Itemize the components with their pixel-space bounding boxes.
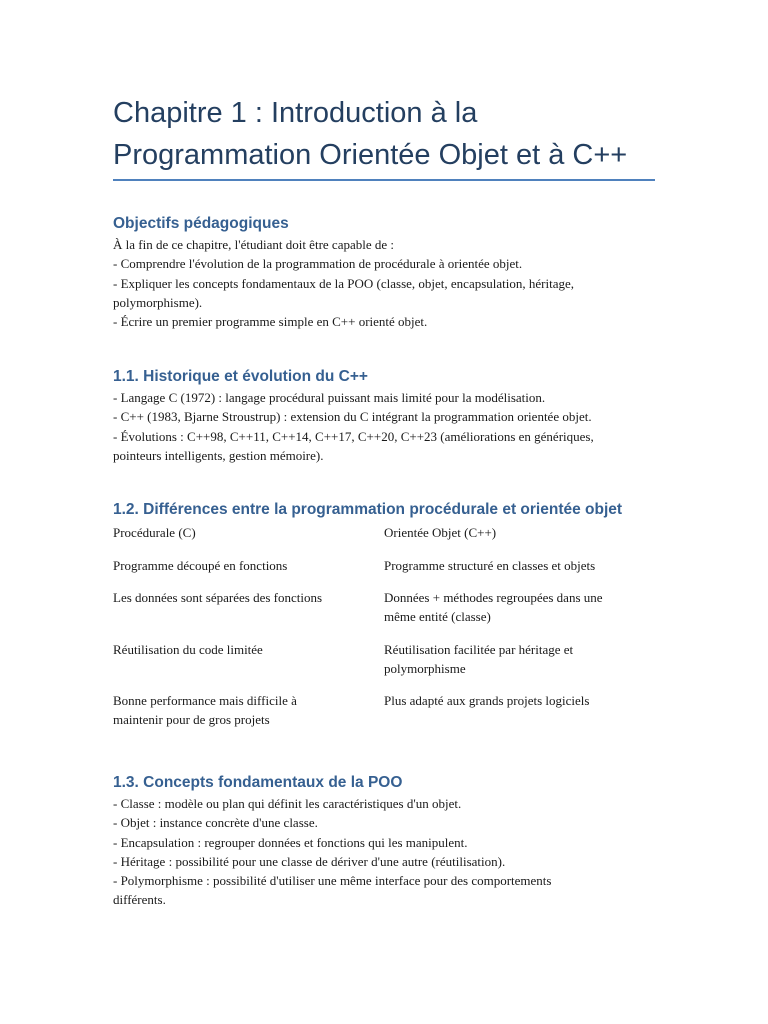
paragraph-line: - Écrire un premier programme simple en C++ orienté objet. [113,314,428,330]
page-content [113,92,658,908]
table-row [113,523,673,556]
paragraph-line: polymorphisme). [113,294,203,310]
table-cell-objet [384,640,659,692]
title-underline [113,179,655,181]
paragraph-line: À la fin de ce chapitre, l'étudiant doit être capable de : [113,237,394,252]
table-cell-procedural [113,556,384,589]
section-heading-objectifs: Objectifs pédagogiques [113,215,289,232]
paragraph-line: - Classe : modèle ou plan qui définit les caractéristiques d'un objet. [113,796,462,811]
cell-line: Bonne performance mais difficile à [113,693,297,708]
cell-line: polymorphisme [384,660,466,676]
comparison-table [113,523,673,736]
table-cell-objet [384,588,659,640]
table-cell-procedural [113,588,384,640]
cell-line: Orientée Objet (C++) [384,525,497,540]
section-heading-concepts: 1.3. Concepts fondamentaux de la POO [113,774,403,791]
table-cell-objet [384,556,659,589]
table-row [113,556,673,589]
paragraph-line: - C++ (1983, Bjarne Stroustrup) : extension du C intégrant la programmation orientée objet. [113,409,592,425]
table-row [113,691,673,736]
cell-line: Réutilisation facilitée par héritage et [384,641,574,657]
paragraph-line: - Langage C (1972) : langage procédural puissant mais limité pour la modélisation. [113,390,546,405]
paragraph-line: - Expliquer les concepts fondamentaux de la POO (classe, objet, encapsulation, héritage, [113,275,574,291]
table-cell-objet [384,691,659,736]
table-row [113,588,673,640]
section-body-historique [113,388,658,465]
section-concepts [113,772,658,910]
section-historique [113,366,658,465]
cell-line: même entité (classe) [384,609,491,625]
paragraph-line: - Évolutions : C++98, C++11, C++14, C++17, C++20, C++23 (améliorations en génériques, [113,428,594,444]
section-body-objectifs [113,235,658,331]
section-heading-differences: 1.2. Différences entre la programmation procédurale et orientée objet [113,501,623,518]
cell-line: Programme découpé en fonctions [113,557,288,573]
section-objectifs [113,213,658,331]
table-cell-procedural [113,640,384,692]
section-body-concepts [113,794,658,910]
section-differences [113,499,673,736]
paragraph-line: - Objet : instance concrète d'une classe. [113,815,318,831]
cell-line: Données + méthodes regroupées dans une [384,590,603,605]
page-title: Chapitre 1 : Introduction à la Programmation Orientée Objet et à C++ [113,97,628,171]
cell-line: Plus adapté aux grands projets logiciels [384,693,590,708]
table-cell-procedural [113,523,384,556]
paragraph-line: - Encapsulation : regrouper données et fonctions qui les manipulent. [113,834,468,850]
table-cell-procedural [113,691,384,736]
paragraph-line: différents. [113,892,166,908]
paragraph-line: - Héritage : possibilité pour une classe de dériver d'une autre (réutilisation). [113,853,506,869]
table-row [113,640,673,692]
paragraph-line: - Polymorphisme : possibilité d'utiliser une même interface pour des comportements [113,873,552,889]
table-cell-objet [384,523,659,556]
cell-line: Programme structuré en classes et objets [384,557,596,573]
cell-line: Procédurale (C) [113,525,196,540]
cell-line: maintenir pour de gros projets [113,712,270,728]
paragraph-line: pointeurs intelligents, gestion mémoire). [113,447,324,463]
cell-line: Les données sont séparées des fonctions [113,590,323,605]
cell-line: Réutilisation du code limitée [113,641,263,657]
section-heading-historique: 1.1. Historique et évolution du C++ [113,368,368,385]
paragraph-line: - Comprendre l'évolution de la programmation de procédurale à orientée objet. [113,256,523,272]
